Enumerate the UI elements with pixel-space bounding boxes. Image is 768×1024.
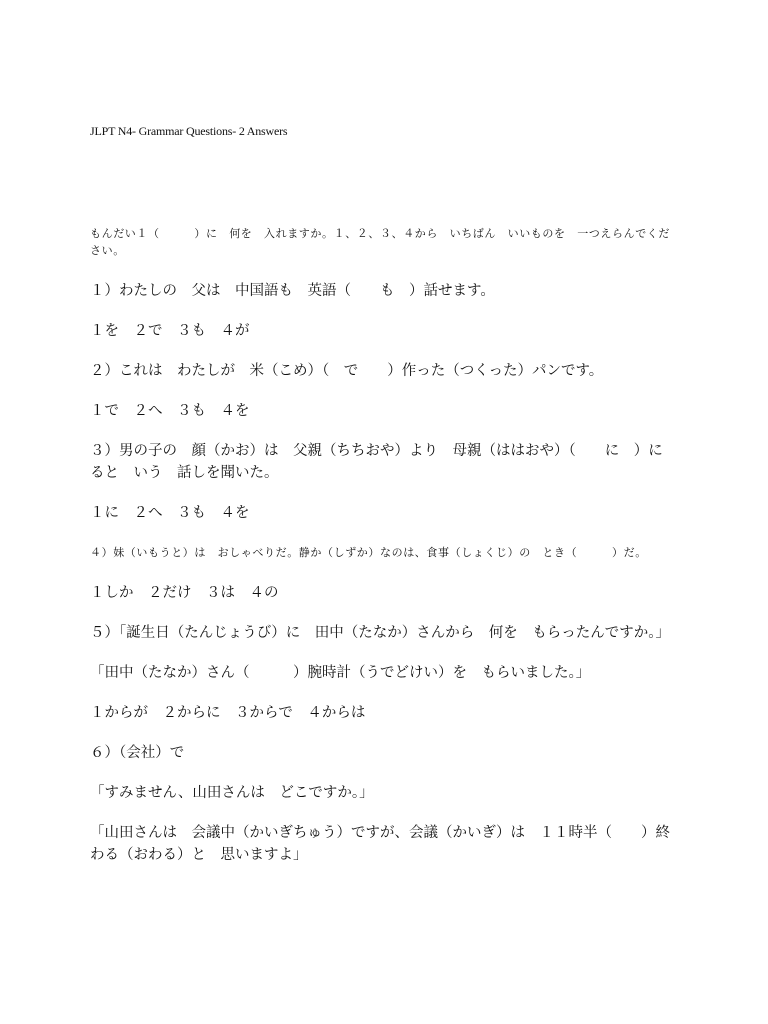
options-4: １しか ２だけ ３は ４の	[90, 585, 279, 601]
question-2: ２）これは わたしが 米（こめ）（ で ）作った（つくった）パンです。	[90, 363, 604, 379]
options-1: １を ２で ３も ４が	[90, 323, 250, 339]
document-title: JLPT N4- Grammar Questions- 2 Answers	[90, 124, 288, 138]
question-1: １）わたしの 父は 中国語も 英語（ も ）話せます。	[90, 283, 495, 299]
question-list	[90, 280, 674, 866]
question-4: ４）妹（いもうと）は おしゃべりだ。静か（しずか）なのは、食事（しょくじ）の とき（ ）だ。	[90, 546, 647, 559]
options-2: １で ２へ ３も ４を	[90, 403, 250, 419]
instructions-text: もんだい１（ ）に 何を 入れますか。１、２、３、４から いちばん いいものを 一つえらんでください。	[90, 227, 670, 257]
question-6-dialogue-1: 「すみません、山田さんは どこですか。」	[90, 785, 374, 801]
options-3: １に ２へ ３も ４を	[90, 505, 250, 521]
question-5: ５）「誕生日（たんじょうび）に 田中（たなか）さんから 何を もらったんですか。」	[90, 625, 670, 641]
options-5: １からが ２からに ３からで ４からは	[90, 705, 366, 721]
question-6: ６）（会社）で	[90, 745, 185, 761]
question-5-dialogue: 「田中（たなか）さん（ ）腕時計（うでどけい）を もらいました。」	[90, 665, 591, 681]
question-6-dialogue-2: 「山田さんは 会議中（かいぎちゅう）ですが、会議（かいぎ）は １１時半（ ）終わる（おわる）と 思いますよ」	[90, 825, 670, 863]
question-3: ３）男の子の 顔（かお）は 父親（ちちおや）より 母親（ははおや）（ に ）にると いう 話しを聞いた。	[90, 443, 663, 481]
